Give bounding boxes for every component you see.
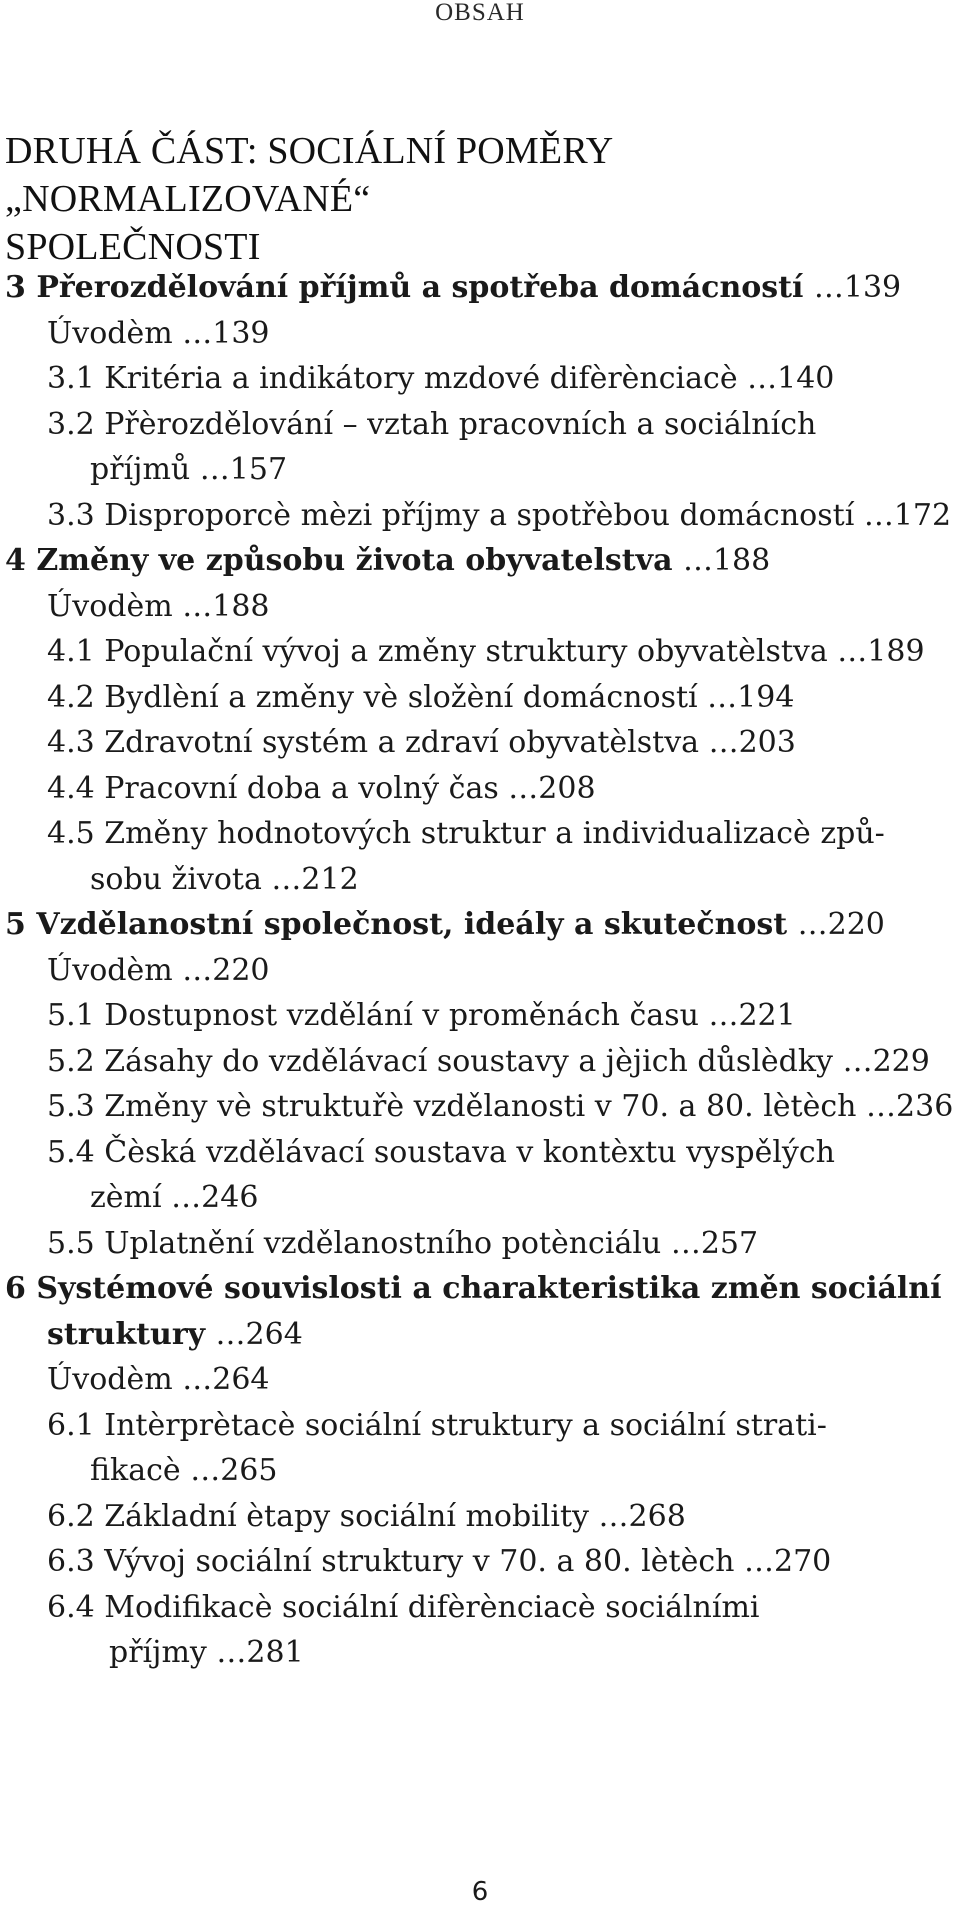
toc-entry-title: 5.4 Čèská vzdělávací soustava v kontèxtu vyspělých xyxy=(47,1134,835,1170)
toc-entry-title: 6.4 Modifikacè sociální difèrènciacè sociálními xyxy=(47,1589,760,1625)
toc-entry-page: …264 xyxy=(182,1362,270,1397)
toc-entry-title: 3 Přerozdělování příjmů a spotřeba domácností xyxy=(5,270,804,305)
toc-section-entry xyxy=(0,948,960,994)
toc-chapter-entry xyxy=(0,902,960,948)
toc-entry-page: …221 xyxy=(708,998,796,1033)
toc-entry-title: Úvodèm xyxy=(47,588,173,624)
toc-entry-title: 6 Systémové souvislosti a charakteristika změn sociální xyxy=(5,1271,942,1306)
toc-section-entry xyxy=(0,1539,960,1585)
toc-entry-page: …203 xyxy=(708,725,796,760)
toc-entry-page: …270 xyxy=(744,1544,832,1579)
toc-section-entry xyxy=(0,584,960,630)
toc-entry-title: 3.1 Kritéria a indikátory mzdové difèrènciacè xyxy=(47,361,738,396)
toc-section-entry xyxy=(0,1585,960,1676)
table-of-contents xyxy=(0,265,960,1676)
toc-entry-page: …268 xyxy=(598,1498,686,1534)
toc-entry-title: 4.2 Bydlèní a změny vè složèní domácností xyxy=(47,679,698,715)
toc-entry-page: …189 xyxy=(837,634,925,669)
toc-entry-continuation xyxy=(47,447,960,493)
toc-entry-title: 4.4 Pracovní doba a volný čas xyxy=(47,770,499,806)
toc-section-entry xyxy=(0,402,960,493)
toc-entry-page: …172 xyxy=(863,497,952,533)
toc-entry-page: …188 xyxy=(682,543,771,578)
toc-entry-page: …236 xyxy=(866,1089,954,1124)
toc-entry-title-continuation: příjmy xyxy=(109,1635,207,1670)
toc-section-entry xyxy=(0,356,960,402)
toc-section-entry xyxy=(0,1084,960,1130)
toc-entry-title: 5 Vzdělanostní společnost, ideály a skutečnost xyxy=(5,907,788,942)
toc-section-entry xyxy=(0,1130,960,1221)
toc-entry-continuation xyxy=(47,1175,960,1221)
toc-entry-page: …264 xyxy=(215,1316,303,1352)
toc-entry-title-continuation: struktury xyxy=(47,1316,206,1352)
toc-section-entry xyxy=(0,675,960,721)
toc-entry-page: …257 xyxy=(670,1225,759,1261)
toc-chapter-entry xyxy=(0,538,960,584)
toc-entry-page: …157 xyxy=(199,452,288,487)
toc-section-entry xyxy=(0,766,960,812)
toc-entry-title: 6.2 Základní ètapy sociální mobility xyxy=(47,1498,589,1534)
toc-section-entry xyxy=(0,1403,960,1494)
part-title xyxy=(5,127,955,271)
toc-section-entry xyxy=(0,311,960,357)
toc-entry-page: …139 xyxy=(813,270,902,305)
running-header: OBSAH xyxy=(435,0,525,26)
toc-entry-title: 6.3 Vývoj sociální struktury v 70. a 80. lètèch xyxy=(47,1544,735,1579)
toc-section-entry xyxy=(0,493,960,539)
toc-entry-title: 4.3 Zdravotní systém a zdraví obyvatèlstva xyxy=(47,725,700,760)
toc-entry-title: 3.3 Disproporcè mèzi příjmy a spotřèbou domácností xyxy=(47,497,855,533)
toc-entry-title: 6.1 Intèrprètacè sociální struktury a sociální strati- xyxy=(47,1407,827,1443)
toc-entry-page: …212 xyxy=(271,861,359,897)
toc-entry-page: …188 xyxy=(182,588,270,624)
page-number: 6 xyxy=(471,1877,489,1907)
toc-entry-title: 4.1 Populační vývoj a změny struktury obyvatèlstva xyxy=(47,634,828,669)
toc-entry-title-continuation: fikacè xyxy=(90,1453,181,1488)
toc-entry-title: 4 Změny ve způsobu života obyvatelstva xyxy=(5,543,673,578)
toc-entry-continuation xyxy=(5,1312,960,1358)
toc-entry-page: …139 xyxy=(182,315,270,351)
part-title-line-2: SPOLEČNOSTI xyxy=(5,226,261,268)
toc-entry-page: …220 xyxy=(797,907,885,942)
toc-entry-title: 5.3 Změny vè struktuřè vzdělanosti v 70. a 80. lètèch xyxy=(47,1089,857,1124)
toc-entry-page: …194 xyxy=(707,679,795,715)
part-title-line-1: DRUHÁ ČÁST: SOCIÁLNÍ POMĚRY „NORMALIZOVANÉ“ xyxy=(5,130,612,220)
toc-section-entry xyxy=(0,1221,960,1267)
toc-entry-continuation xyxy=(47,857,960,903)
toc-entry-page: …140 xyxy=(747,361,835,396)
toc-section-entry xyxy=(0,1357,960,1403)
toc-chapter-entry xyxy=(0,1266,960,1357)
toc-entry-continuation xyxy=(47,1630,960,1676)
toc-entry-title: Úvodèm xyxy=(47,315,173,351)
toc-chapter-entry xyxy=(0,265,960,311)
toc-section-entry xyxy=(0,1494,960,1540)
toc-entry-title: 3.2 Přèrozdělování – vztah pracovních a sociálních xyxy=(47,406,817,442)
toc-entry-title-continuation: příjmů xyxy=(90,452,191,487)
toc-entry-title: 5.5 Uplatnění vzdělanostního potènciálu xyxy=(47,1225,662,1261)
toc-entry-title: 5.2 Zásahy do vzdělávací soustavy a jèjich důslèdky xyxy=(47,1043,834,1079)
toc-section-entry xyxy=(0,720,960,766)
toc-entry-page: …281 xyxy=(216,1635,304,1670)
toc-section-entry xyxy=(0,993,960,1039)
toc-entry-page: …220 xyxy=(182,952,270,988)
toc-entry-page: …229 xyxy=(842,1043,930,1079)
toc-entry-title-continuation: zèmí xyxy=(90,1180,162,1215)
toc-section-entry xyxy=(0,1039,960,1085)
toc-entry-page: …208 xyxy=(508,770,596,806)
toc-entry-title: 4.5 Změny hodnotových struktur a individualizacè způ- xyxy=(47,816,885,851)
toc-section-entry xyxy=(0,811,960,902)
toc-entry-title: 5.1 Dostupnost vzdělání v proměnách času xyxy=(47,998,699,1033)
toc-entry-page: …265 xyxy=(190,1453,278,1488)
toc-entry-page: …246 xyxy=(171,1180,259,1215)
toc-entry-title-continuation: sobu života xyxy=(90,861,262,897)
toc-entry-title: Úvodèm xyxy=(47,1362,173,1397)
toc-entry-title: Úvodèm xyxy=(47,952,173,988)
toc-entry-continuation xyxy=(47,1448,960,1494)
toc-section-entry xyxy=(0,629,960,675)
